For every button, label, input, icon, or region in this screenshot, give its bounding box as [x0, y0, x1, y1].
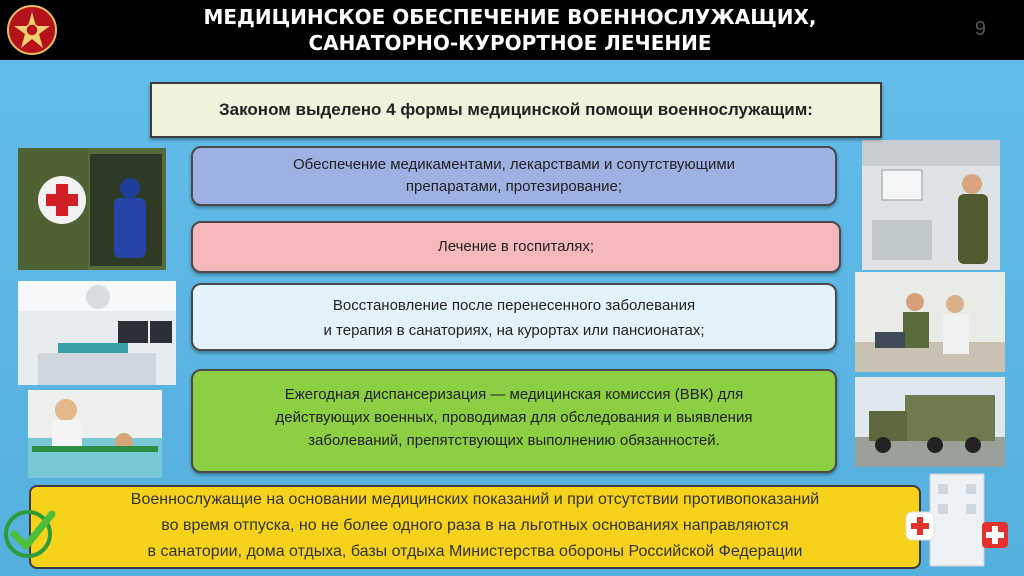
- hydrotherapy-photo: [28, 390, 162, 478]
- note-line-3: в санатории, дома отдыха, базы отдыха Министерства обороны Российской Федерации: [147, 543, 803, 560]
- hospital-building-icon: [902, 470, 1012, 570]
- note-line-2: во время отпуска, но не более одного раза в на льготных основаниях направляются: [161, 517, 789, 534]
- form-1-box: [191, 146, 837, 206]
- form-4-line-1: Ежегодная диспансеризация — медицинская комиссия (ВВК) для: [284, 386, 744, 403]
- form-3-line-1: Восстановление после перенесенного заболевания: [332, 297, 696, 314]
- ministry-emblem-icon: [6, 4, 58, 56]
- form-1-line-2: препаратами, протезирование;: [405, 178, 623, 195]
- mobile-hospital-truck-photo: [855, 377, 1005, 467]
- medic-vehicle-photo: [18, 148, 166, 270]
- note-box: [29, 485, 921, 569]
- note-line-1: Военнослужащие на основании медицинских показаний и при отсутствии противопоказаний: [130, 491, 820, 508]
- form-4-box: [191, 369, 837, 473]
- ward-doctor-photo: [862, 140, 1000, 270]
- form-2-box: [191, 221, 841, 273]
- slide-header: [0, 0, 1024, 60]
- slide-title: [140, 4, 880, 56]
- form-4-line-3: заболеваний, препятствующих выполнению обязанностей.: [308, 432, 720, 449]
- form-3-line-2: и терапия в санаториях, на курортах или пансионатах;: [323, 322, 705, 339]
- title-line-1: МЕДИЦИНСКОЕ ОБЕСПЕЧЕНИЕ ВОЕННОСЛУЖАЩИХ,: [203, 5, 817, 29]
- form-3-box: [191, 283, 837, 351]
- rehab-gym-photo: [855, 272, 1005, 372]
- page-number: 9: [974, 18, 986, 40]
- operating-room-photo: [18, 281, 176, 385]
- form-4-line-2: действующих военных, проводимая для обследования и выявления: [275, 409, 753, 426]
- title-line-2: САНАТОРНО-КУРОРТНОЕ ЛЕЧЕНИЕ: [308, 31, 712, 55]
- checkmark-icon: [2, 504, 58, 560]
- form-1-line-1: Обеспечение медикаментами, лекарствами и сопутствующими: [292, 156, 736, 173]
- intro-box: [150, 82, 882, 138]
- intro-text: Законом выделено 4 формы медицинской помощи военнослужащим:: [219, 100, 813, 119]
- form-2-line-1: Лечение в госпиталях;: [437, 238, 595, 255]
